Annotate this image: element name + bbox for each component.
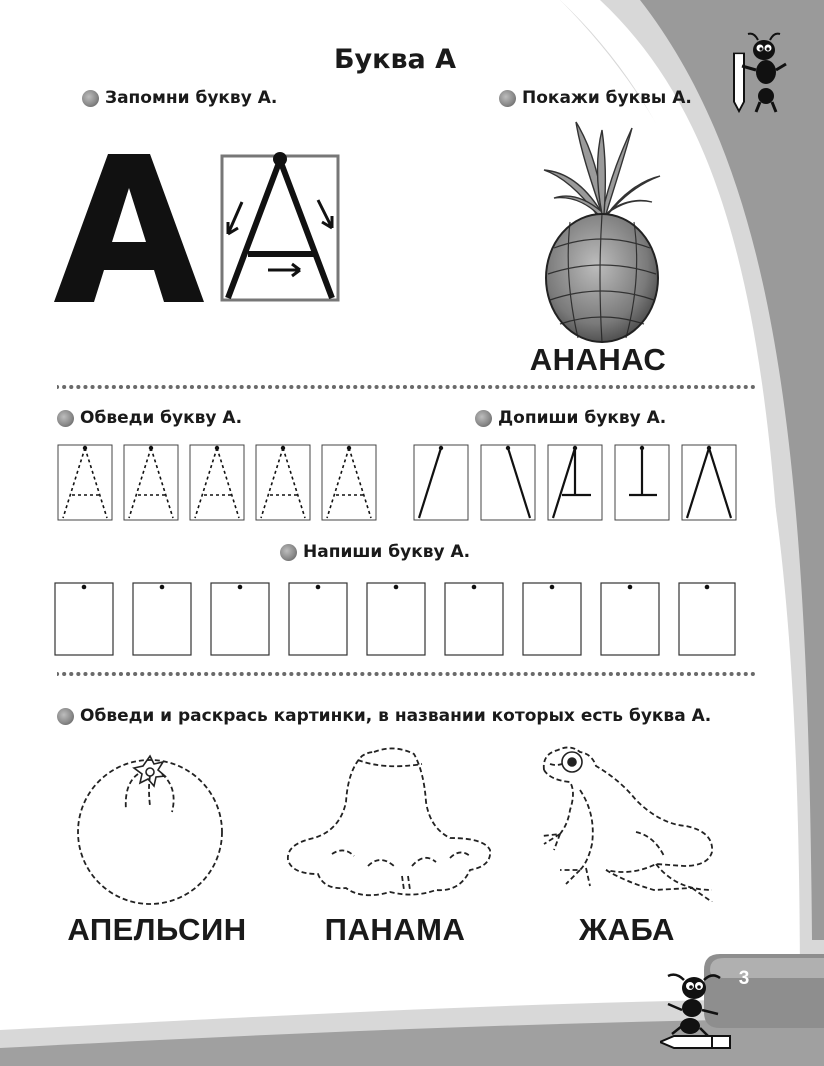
heading-color (57, 706, 711, 726)
heading-trace-text: Обведи букву А. (80, 408, 243, 428)
write-box (523, 583, 581, 655)
finish-letter-boxes (413, 444, 737, 522)
write-box (133, 583, 191, 655)
heading-remember (82, 88, 277, 108)
write-box (289, 583, 347, 655)
pineapple-image (540, 118, 664, 344)
heading-write-text: Напиши букву А. (303, 542, 471, 562)
orange-image (68, 748, 234, 908)
trace-box (124, 445, 178, 520)
big-letter-a (50, 150, 210, 310)
bullet-dot-icon (499, 90, 516, 107)
ant-on-pencil-icon (660, 970, 734, 1050)
frog-image (536, 740, 720, 902)
trace-letter-boxes (57, 444, 377, 522)
letter-a-stroke-guide (218, 150, 344, 306)
trace-box (322, 445, 376, 520)
bullet-dot-icon (57, 708, 74, 725)
bullet-dot-icon (280, 544, 297, 561)
trace-box (190, 445, 244, 520)
word-pineapple: АНАНАС (529, 342, 667, 377)
page-number: 3 (738, 968, 750, 989)
heading-color-text: Обведи и раскрась картинки, в названии которых есть буква А. (80, 706, 712, 726)
word-panama: ПАНАМА (324, 912, 466, 947)
heading-finish-text: Допиши букву А. (498, 408, 667, 428)
bullet-dot-icon (475, 410, 492, 427)
write-letter-boxes (54, 580, 736, 658)
word-orange: АПЕЛЬСИН (67, 912, 247, 947)
heading-trace (57, 408, 242, 428)
dotted-separator (57, 382, 757, 392)
panama-hat-image (284, 742, 496, 902)
heading-show-text: Покажи буквы А. (522, 88, 692, 108)
dotted-separator (57, 669, 757, 679)
trace-box (256, 445, 310, 520)
write-box (211, 583, 269, 655)
write-box (55, 583, 113, 655)
write-box (601, 583, 659, 655)
write-box (445, 583, 503, 655)
word-frog: ЖАБА (579, 912, 675, 947)
write-box (367, 583, 425, 655)
heading-remember-text: Запомни букву А. (105, 88, 278, 108)
heading-write (280, 542, 470, 562)
write-box (679, 583, 735, 655)
heading-show (499, 88, 692, 108)
trace-box (58, 445, 112, 520)
bullet-dot-icon (57, 410, 74, 427)
page-title: Буква А (333, 44, 457, 75)
heading-finish (475, 408, 666, 428)
bullet-dot-icon (82, 90, 99, 107)
